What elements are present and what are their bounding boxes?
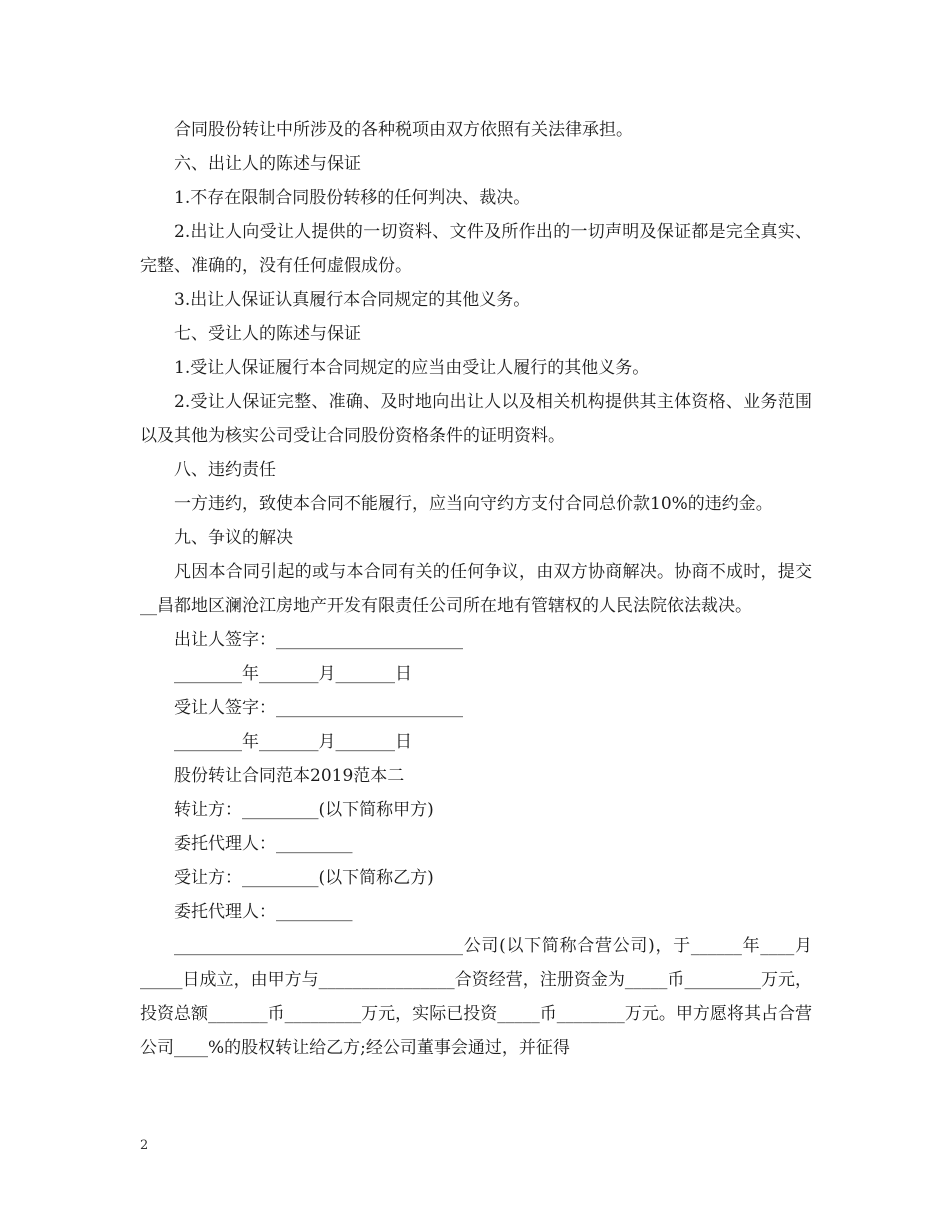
party-a-line: 转让方：_________(以下简称甲方) [174,800,434,820]
joint-venture-paragraph: __________________________________公司(以下简称合营公司)，于______年____月_____日成立，由甲方与________________合资经营，注册资金为_____币_________万元，投资总额_______币_________万元，实际已投资_____币________万元。甲方愿将其占合营公司____%的股权转让给乙方;经公司董事会通过，并征得 [140,936,812,1058]
paragraph-tax: 合同股份转让中所涉及的各种税项由双方依照有关法律承担。 [174,120,633,140]
transferee-date-line: ________年_______月_______日 [174,732,412,752]
clause-6-2: 2.出让人向受让人提供的一切资料、文件及所作出的一切声明及保证都是完全真实、完整、准确的，没有任何虚假成份。 [140,222,812,276]
clause-6-1: 1.不存在限制合同股份转移的任何判决、裁决。 [174,188,531,208]
section-heading-7: 七、受让人的陈述与保证 [174,324,361,344]
section-heading-6: 六、出让人的陈述与保证 [174,154,361,174]
transferee-signature-line: 受让人签字：______________________ [174,698,463,718]
template-two-title: 股份转让合同范本2019范本二 [174,766,405,786]
party-b-line: 受让方：_________(以下简称乙方) [174,868,434,888]
clause-9: 凡因本合同引起的或与本合同有关的任何争议，由双方协商解决。协商不成时，提交__昌都地区澜沧江房地产开发有限责任公司所在地有管辖权的人民法院依法裁决。 [140,562,812,616]
page-number: 2 [140,1138,149,1153]
section-heading-9: 九、争议的解决 [174,528,293,548]
clause-8: 一方违约，致使本合同不能履行，应当向守约方支付合同总价款10%的违约金。 [174,494,773,514]
clause-7-2: 2.受让人保证完整、准确、及时地向出让人以及相关机构提供其主体资格、业务范围以及其他为核实公司受让合同股份资格条件的证明资料。 [140,392,812,446]
clause-6-3: 3.出让人保证认真履行本合同规定的其他义务。 [174,290,531,310]
transferor-signature-line: 出让人签字：______________________ [174,630,463,650]
clause-7-1: 1.受让人保证履行本合同规定的应当由受让人履行的其他义务。 [174,358,650,378]
party-b-agent-line: 委托代理人：_________ [174,902,353,922]
party-a-agent-line: 委托代理人：_________ [174,834,353,854]
section-heading-8: 八、违约责任 [174,460,276,480]
transferor-date-line: ________年_______月_______日 [174,664,412,684]
document-body [140,113,812,1065]
